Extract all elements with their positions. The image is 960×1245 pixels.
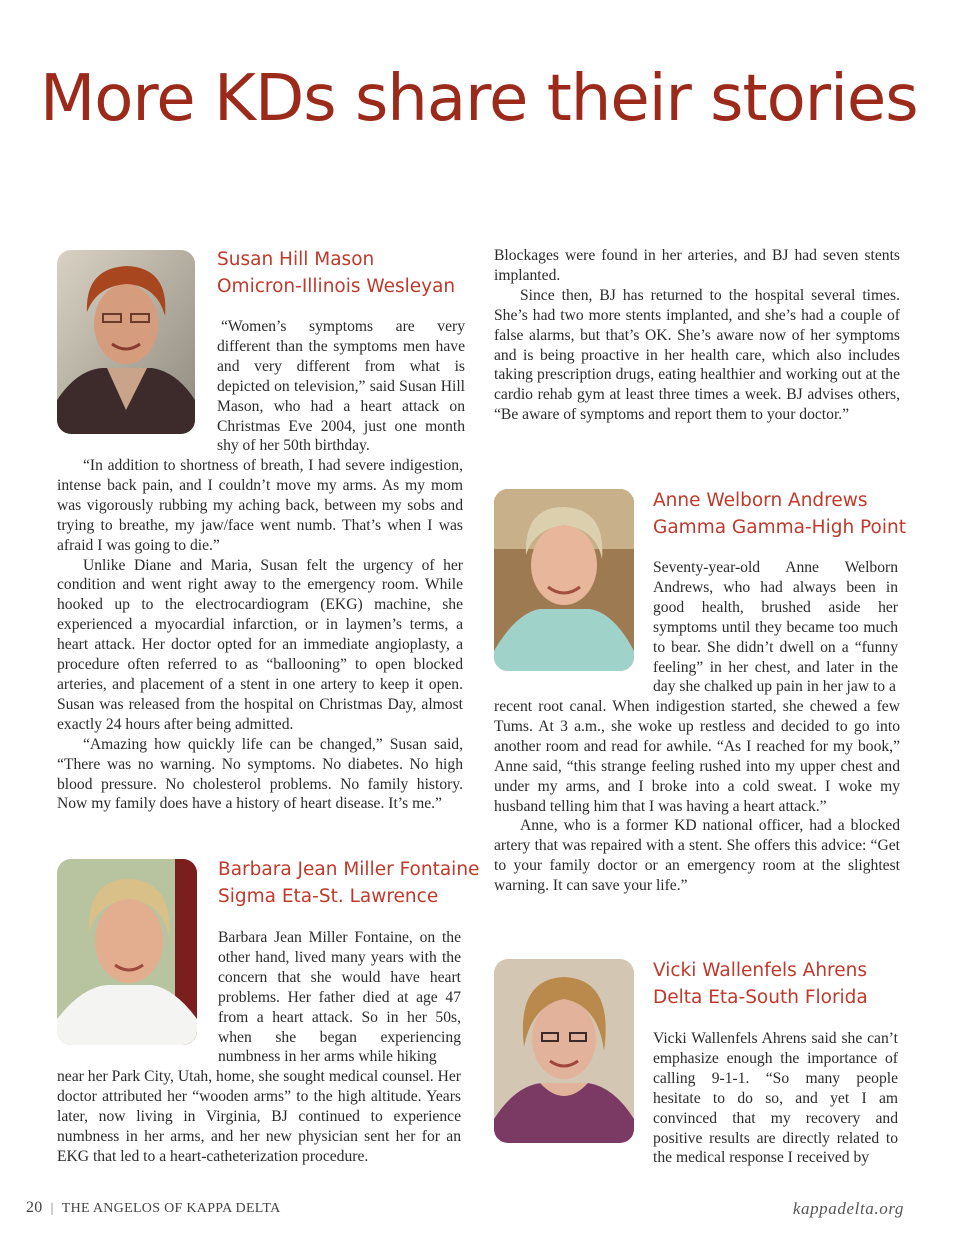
barbara-continued-2: Since then, BJ has returned to the hospital several times. She’s had two more stents implanted, and she’s had a couple of false alarms, but that’s OK. She’s aware now of her symptoms and is being proactive in her health care, which also includes taking prescription drugs, eating healthier and working out at the cardio rehab gym at least three times a week. BJ advises others, “Be aware of symptoms and report them to your doctor.”: [494, 286, 900, 424]
vicki-name-heading: [653, 957, 868, 1011]
footer-divider: |: [50, 1201, 54, 1216]
website-link[interactable]: kappadelta.org: [792, 1199, 904, 1218]
susan-paragraph-2: Unlike Diane and Maria, Susan felt the urgency of her condition and went right away to the emergency room. While hooked up to the electrocardiogram (EKG) machine, she experienced a myocardial infarction, or in laymen’s terms, a heart attack. Her doctor opted for an immediate angioplasty, a procedure often referred to as “ballooning” to open blocked arteries, and placement of a stent in one artery to keep it open. Susan was released from the hospital on Christmas Day, almost exactly 24 hours after being admitted.: [57, 556, 463, 733]
barbara-continued-text: [494, 246, 900, 425]
page-number: 20: [26, 1199, 43, 1216]
vicki-beside-photo-paragraph: Vicki Wallenfels Ahrens said she can’t emphasize enough the importance of calling 9-1-1. “So many people hesitate to do so, and yet I am convinced that my recovery and positive results are directly related to the medical response I received by: [653, 1030, 898, 1167]
page-footer-left: [26, 1199, 281, 1217]
anne-name-heading: [653, 487, 906, 541]
susan-portrait-photo: [57, 250, 195, 434]
vicki-portrait-photo: [494, 959, 634, 1143]
susan-name: Susan Hill Mason: [217, 249, 375, 270]
vicki-name: Vicki Wallenfels Ahrens: [653, 960, 868, 981]
susan-beside-photo-paragraph: “Women’s symptoms are very different than the symptoms men have and very different from what is depicted on television,” said Susan Hill Mason, who had a heart attack on Christmas Eve 2004, just one month shy of her 50th birthday.: [217, 318, 465, 455]
anne-beside-photo-paragraph: Seventy-year-old Anne Welborn Andrews, who had always been in good health, brushed aside her symptoms until they became too much to bear. She didn’t dwell on a “funny feeling” in her chest, and later in the day she chalked up pain in her jaw to a: [653, 559, 898, 696]
barbara-beside-photo-paragraph: Barbara Jean Miller Fontaine, on the other hand, lived many years with the concern that she would have heart problems. Her father died at age 47 from a heart attack. So in her 50s, when she began experiencing numbness in her arms while hiking: [218, 929, 461, 1066]
anne-name: Anne Welborn Andrews: [653, 490, 868, 511]
barbara-intro-text: [218, 928, 461, 1067]
barbara-story-text: [57, 1067, 461, 1167]
vicki-chapter: Delta Eta-South Florida: [653, 987, 868, 1008]
susan-paragraph-3: “Amazing how quickly life can be changed,” Susan said, “There was no warning. No symptoms. No diabetes. No high blood pressure. No cholesterol problems. No family history. Now my family does have a history of heart disease. It’s me.”: [57, 735, 463, 813]
susan-chapter: Omicron-Illinois Wesleyan: [217, 276, 456, 297]
susan-name-heading: [217, 246, 455, 300]
publication-name: THE ANGELOS OF KAPPA DELTA: [61, 1201, 281, 1216]
barbara-paragraph-1: near her Park City, Utah, home, she sought medical counsel. Her doctor attributed her “wooden arms” to the high altitude. Years later, now living in Virginia, BJ continued to experience numbness in her arms, and her new physician sent her for an EKG that led to a heart-catheterization procedure.: [57, 1068, 461, 1165]
susan-intro-text: [217, 317, 465, 456]
anne-portrait-photo: [494, 489, 634, 671]
anne-paragraph-2: Anne, who is a former KD national officer, had a blocked artery that was repaired with a stent. She offers this advice: “Get to your family doctor or an emergency room at the slightest warning. It can save your life.”: [494, 817, 900, 895]
vicki-intro-text: [653, 1029, 898, 1168]
susan-paragraph-1: “In addition to shortness of breath, I had severe indigestion, intense back pain, and I couldn’t move my arms. As my mom was vigorously rubbing my aching back, between my sobs and trying to breathe, my jaw/face went numb. That’s when I was afraid I was going to die.”: [57, 457, 463, 554]
anne-paragraph-1: recent root canal. When indigestion started, she chewed a few Tums. At 3 a.m., she woke up restless and decided to go into another room and read for awhile. “As I reached for my book,” Anne said, “this strange feeling rushed into my upper chest and under my arms, and I broke into a cold sweat. I woke my husband telling him that I was having a heart attack.”: [494, 698, 900, 815]
barbara-name: Barbara Jean Miller Fontaine: [218, 859, 480, 880]
barbara-portrait-photo: [57, 859, 197, 1045]
barbara-chapter: Sigma Eta-St. Lawrence: [218, 886, 439, 907]
anne-story-text: [494, 697, 900, 896]
barbara-continued-1: Blockages were found in her arteries, and BJ had seven stents implanted.: [494, 247, 900, 284]
anne-chapter: Gamma Gamma-High Point: [653, 517, 906, 538]
anne-intro-text: [653, 558, 898, 697]
barbara-name-heading: [218, 856, 479, 910]
page-title: More KDs share their stories: [40, 62, 918, 136]
susan-story-text: [57, 456, 463, 814]
